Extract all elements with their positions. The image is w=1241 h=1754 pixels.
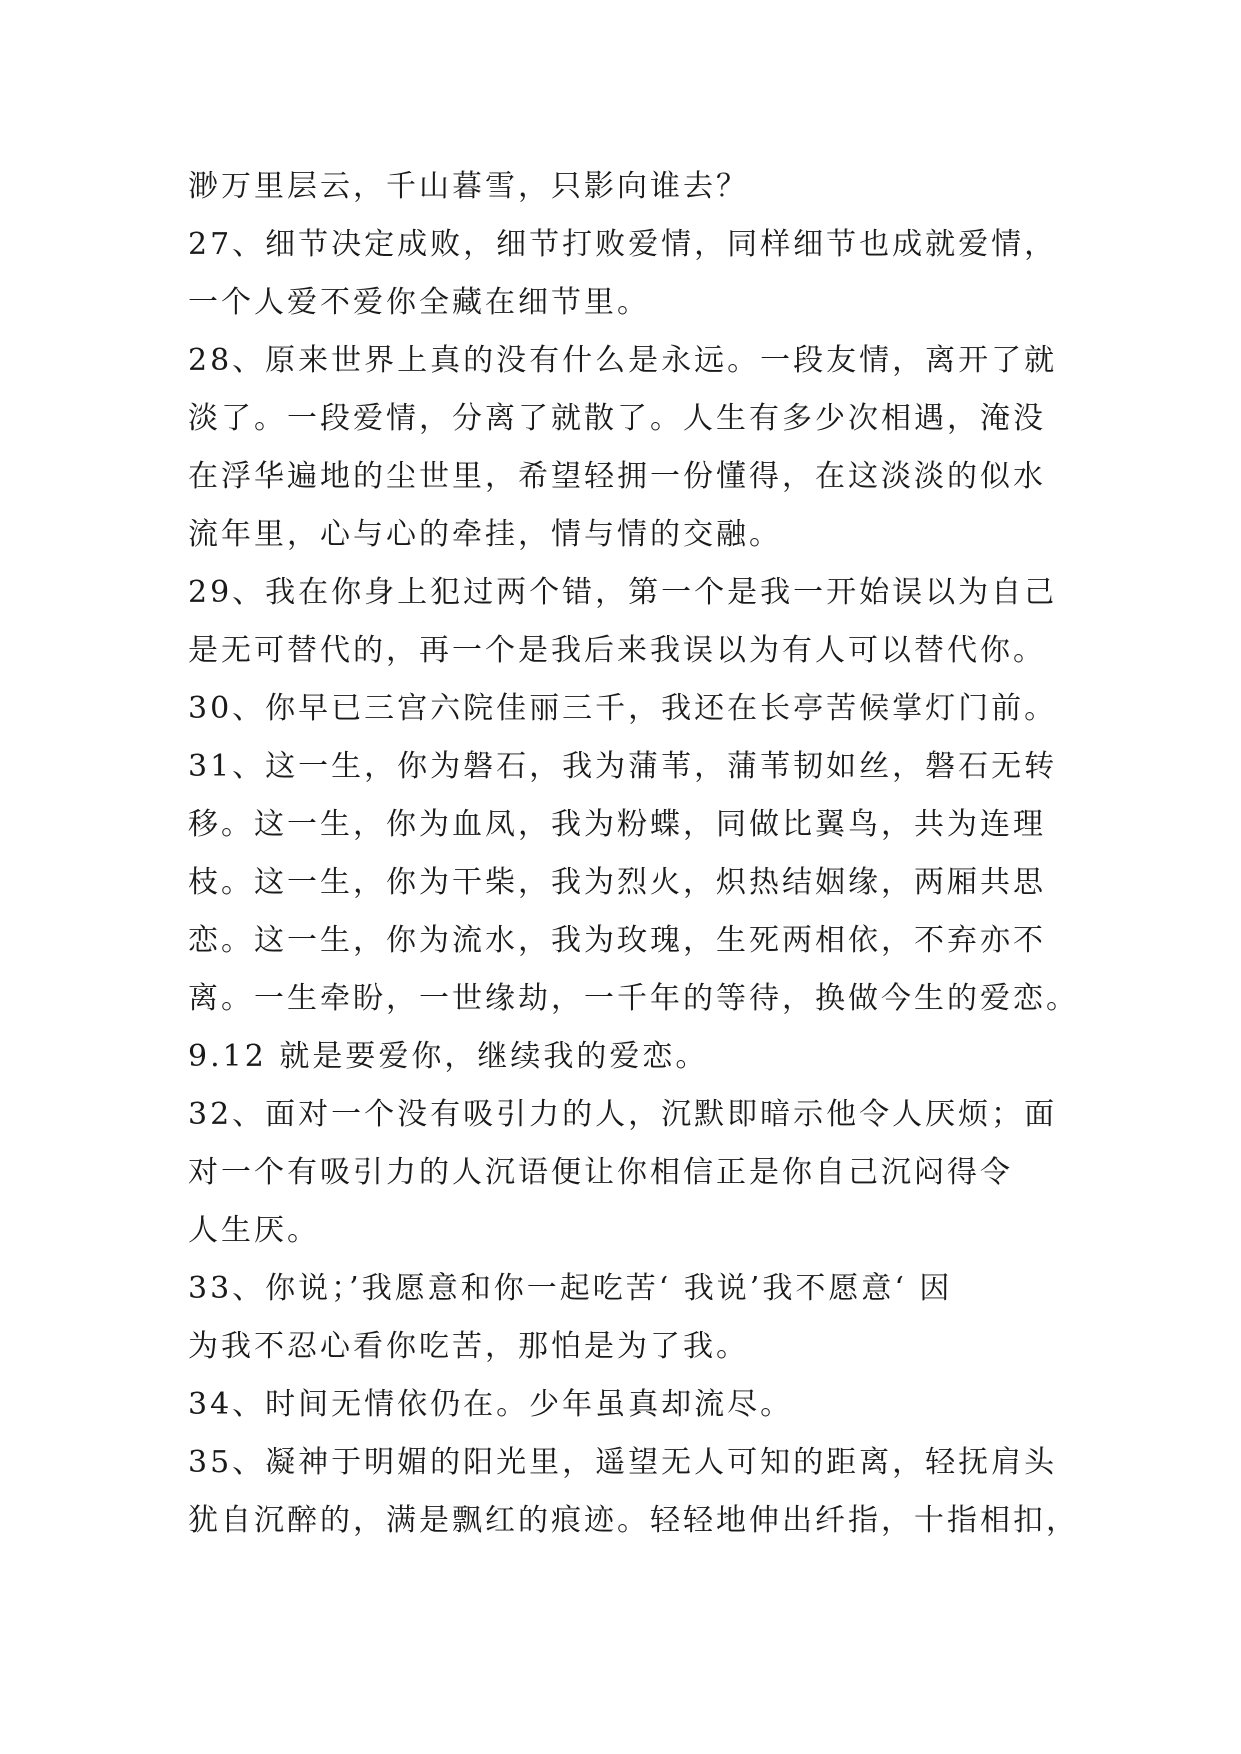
text-line: 人生厌。 xyxy=(188,1213,320,1248)
text-line: 29、我在你身上犯过两个错，第一个是我一开始误以为自己 xyxy=(188,575,1058,610)
text-line: 犹自沉醉的，满是飘红的痕迹。轻轻地伸出纤指，十指相扣， xyxy=(188,1503,1079,1538)
text-line: 32、面对一个没有吸引力的人，沉默即暗示他令人厌烦；面 xyxy=(188,1097,1058,1132)
document-body xyxy=(188,158,1088,1550)
text-line: 30、你早已三宫六院佳丽三千，我还在长亭苦候掌灯门前。 xyxy=(188,691,1058,726)
text-line: 在浮华遍地的尘世里，希望轻拥一份懂得，在这淡淡的似水 xyxy=(188,459,1046,494)
text-line: 31、这一生，你为磐石，我为蒲苇，蒲苇韧如丝，磐石无转 xyxy=(188,749,1058,784)
text-line: 35、凝神于明媚的阳光里，遥望无人可知的距离，轻抚肩头 xyxy=(188,1445,1058,1480)
text-line: 渺万里层云，千山暮雪，只影向谁去？ xyxy=(188,169,749,204)
text-line: 移。这一生，你为血凤，我为粉蝶，同做比翼鸟，共为连理 xyxy=(188,807,1046,842)
text-line: 28、原来世界上真的没有什么是永远。一段友情，离开了就 xyxy=(188,343,1058,378)
text-line: 枝。这一生，你为干柴，我为烈火，炽热结姻缘，两厢共思 xyxy=(188,865,1046,900)
text-line: 对一个有吸引力的人沉语便让你相信正是你自己沉闷得令 xyxy=(188,1155,1013,1190)
text-line: 流年里，心与心的牵挂，情与情的交融。 xyxy=(188,517,782,552)
text-line: 33、你说；’我愿意和你一起吃苦‘ 我说’我不愿意‘ 因 xyxy=(188,1271,953,1306)
text-line: 是无可替代的，再一个是我后来我误以为有人可以替代你。 xyxy=(188,633,1046,668)
text-line: 离。一生牵盼，一世缘劫，一千年的等待，换做今生的爱恋。 xyxy=(188,981,1079,1016)
text-line: 27、细节决定成败，细节打败爱情，同样细节也成就爱情， xyxy=(188,227,1058,262)
text-line: 恋。这一生，你为流水，我为玫瑰，生死两相依，不弃亦不 xyxy=(188,923,1046,958)
text-line: 淡了。一段爱情，分离了就散了。人生有多少次相遇，淹没 xyxy=(188,401,1046,436)
text-line: 为我不忍心看你吃苦，那怕是为了我。 xyxy=(188,1329,749,1364)
text-line: 9.12 就是要爱你，继续我的爱恋。 xyxy=(188,1039,709,1074)
text-line: 34、时间无情依仍在。少年虽真却流尽。 xyxy=(188,1387,794,1422)
text-line: 一个人爱不爱你全藏在细节里。 xyxy=(188,285,650,320)
